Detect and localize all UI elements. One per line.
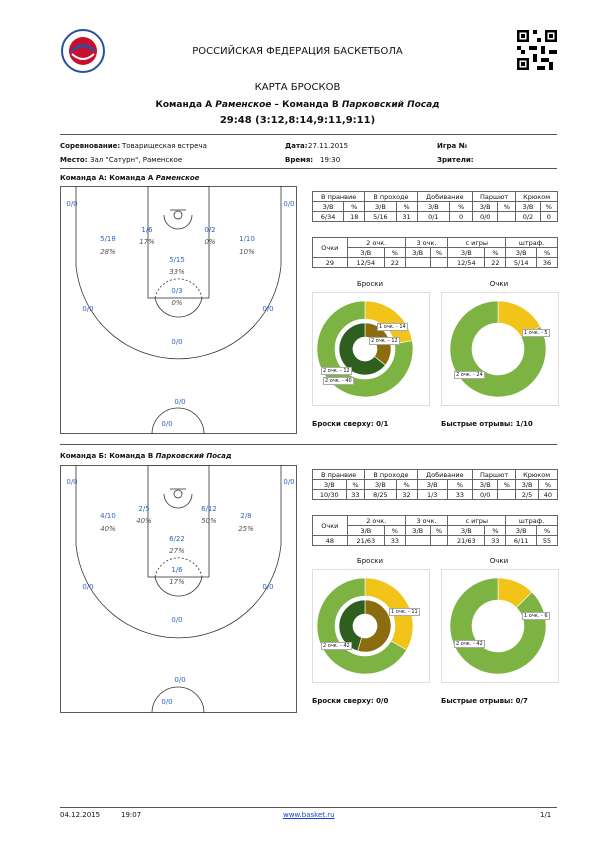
zone-paint-right: 6/12 (201, 505, 217, 513)
cell: 5/16 (365, 212, 396, 222)
team-b-prefix: Команда В (282, 100, 339, 110)
col-header: 2 очк. (347, 238, 405, 248)
chart-label: 1 очк. - 14 (379, 324, 406, 330)
page-title: КАРТА БРОСКОВ (254, 82, 341, 93)
cell: 36 (537, 258, 558, 268)
team-b-heading (60, 452, 232, 460)
team-a-name: Раменское (215, 100, 272, 110)
zone-three-left: 0/0 (82, 305, 94, 313)
chart-label: 2 очк. - 12 (371, 338, 398, 344)
throws-chart-b (312, 569, 430, 683)
points-table-b (312, 515, 558, 546)
footer-page: 1/1 (540, 811, 552, 819)
zone-top: 0/0 (171, 616, 183, 624)
game-label: Игра № (437, 142, 468, 150)
sub-header: % (447, 480, 472, 490)
sub-header: З/В (473, 480, 498, 490)
shot-types-table-b (312, 469, 558, 500)
team-a-heading (60, 174, 199, 182)
cell: 10/30 (313, 490, 347, 500)
zone-ft: 0/3 (171, 287, 183, 295)
cell (430, 258, 448, 268)
points-chart-title-a: Очки (489, 280, 509, 288)
date-value: 27.11.2015 (308, 142, 349, 150)
sub-header: % (485, 526, 506, 536)
zone-wing-right: 1/10 (239, 235, 255, 243)
col-header: В пранвие (313, 470, 365, 480)
throws-chart-a (312, 292, 430, 406)
fast-breaks-a (441, 420, 533, 428)
col-header: 3 очк. (405, 516, 447, 526)
col-header: Добивание (417, 192, 472, 202)
dunks-b (312, 697, 388, 705)
dunks-value: 0/0 (376, 697, 389, 705)
cell: 6/11 (506, 536, 537, 546)
zone-three-right: 0/0 (262, 583, 274, 591)
sub-header: % (538, 480, 557, 490)
teams-line (0, 100, 595, 110)
zone-half: 0/0 (161, 698, 173, 706)
fast-breaks-value: 0/7 (515, 697, 528, 705)
dunks-label: Броски сверху: (312, 420, 374, 428)
sub-header: З/В (365, 202, 396, 212)
zone-wing-right-pct: 25% (238, 525, 254, 533)
footer-site-link[interactable]: www.basket.ru (283, 811, 335, 819)
sub-header: З/В (516, 202, 540, 212)
sub-header: З/В (365, 480, 396, 490)
fast-breaks-b (441, 697, 528, 705)
sub-header: % (344, 202, 365, 212)
zone-corner-left: 0/0 (66, 200, 78, 208)
zone-wing-left: 5/18 (100, 235, 116, 243)
zone-three-left: 0/0 (82, 583, 94, 591)
teams-dash: – (274, 100, 280, 110)
fast-breaks-label: Быстрые отрывы: (441, 420, 514, 428)
sub-header: З/В (313, 202, 344, 212)
divider (60, 168, 557, 169)
time-value: 19:30 (320, 156, 341, 164)
zone-wing-right-pct: 10% (239, 248, 255, 256)
zone-mid: 5/15 (169, 256, 185, 264)
cell: 33 (447, 490, 472, 500)
cell: 18 (344, 212, 365, 222)
score-line: 29:48 (3:12,8:14,9:11,9:11) (219, 115, 376, 126)
zone-ft-pct: 17% (169, 578, 185, 586)
sub-header: % (384, 526, 405, 536)
venue-label: Место: (60, 156, 88, 164)
zone-half: 0/0 (161, 420, 173, 428)
zone-corner-right: 0/0 (283, 478, 295, 486)
footer-divider (60, 807, 557, 808)
chart-label: 2 очк. - 12 (323, 368, 350, 374)
team-b-name: Парковский Посад (341, 100, 440, 110)
col-header: Паршют (473, 192, 516, 202)
sub-header: З/В (313, 480, 347, 490)
zone-mid-pct: 27% (169, 547, 185, 555)
team-heading-team-prefix: Команда А (109, 174, 154, 182)
sub-header: % (498, 480, 516, 490)
throws-chart-title-a: Броски (356, 280, 384, 288)
sub-header: З/В (448, 248, 485, 258)
sub-header: % (537, 526, 558, 536)
cell: 0/0 (473, 212, 498, 222)
cell: 0 (450, 212, 473, 222)
chart-label: 1 очк. - 11 (391, 609, 418, 615)
sub-header: % (485, 248, 506, 258)
zone-far: 0/0 (174, 676, 186, 684)
chart-label: 1 очк. - 5 (524, 330, 548, 336)
team-heading-prefix: Команда А: (60, 174, 107, 182)
cell: 0/2 (516, 212, 540, 222)
cell: 31 (396, 212, 417, 222)
col-header: штраф. (506, 238, 558, 248)
cell: 55 (537, 536, 558, 546)
sub-header: З/В (448, 526, 485, 536)
zone-wing-left: 4/10 (100, 512, 116, 520)
cell (405, 536, 430, 546)
zone-ft: 1/6 (171, 566, 183, 574)
chart-label: 2 очк. - 24 (456, 372, 483, 378)
zone-far: 0/0 (174, 398, 186, 406)
team-heading-team: Раменское (155, 174, 200, 182)
sub-header: % (430, 526, 448, 536)
col-header: В проходе (365, 192, 417, 202)
col-header: с игры (448, 516, 506, 526)
zone-mid: 6/22 (169, 535, 185, 543)
sub-header: З/В (473, 202, 498, 212)
col-header: 3 очк. (405, 238, 447, 248)
throws-donut-a-svg (313, 293, 429, 405)
points-chart-a (441, 292, 559, 406)
chart-label: 1 очк. - 6 (524, 613, 548, 619)
zone-mid-pct: 33% (169, 268, 185, 276)
cell: 21/63 (448, 536, 485, 546)
team-a-prefix: Команда А (155, 100, 213, 110)
zone-paint-left: 1/6 (141, 226, 153, 234)
spectators-label: Зрители: (437, 156, 474, 164)
cell: 0 (540, 212, 557, 222)
sub-header: З/В (417, 480, 447, 490)
throws-donut-b-svg (313, 570, 429, 682)
sub-header: З/В (506, 248, 537, 258)
sub-header: % (384, 248, 405, 258)
points-donut-b-svg (442, 570, 558, 682)
cell: 33 (346, 490, 365, 500)
cell: 48 (313, 536, 348, 546)
zone-paint-right-pct: 50% (201, 517, 217, 525)
cell: 33 (384, 536, 405, 546)
competition-value: Товарищеская встреча (122, 142, 207, 150)
zone-corner-right: 0/0 (283, 200, 295, 208)
sub-header: З/В (347, 248, 384, 258)
chart-label: 2 очк. - 40 (325, 378, 352, 384)
shot-types-table-a (312, 191, 558, 222)
cell (430, 536, 448, 546)
cell: 1/3 (417, 490, 447, 500)
cell: 40 (538, 490, 557, 500)
col-header: Добивание (417, 470, 472, 480)
zone-ft-pct: 0% (171, 299, 183, 307)
venue-value: Зал "Сатурн", Раменское (90, 156, 183, 164)
col-header: Крюком (516, 192, 558, 202)
throws-chart-title-b: Броски (356, 557, 384, 565)
zone-paint-left-pct: 17% (139, 238, 155, 246)
dunks-a (312, 420, 388, 428)
fast-breaks-value: 1/10 (515, 420, 533, 428)
cell: 21/63 (347, 536, 384, 546)
cell: 29 (313, 258, 348, 268)
cell: 5/14 (506, 258, 537, 268)
fast-breaks-label: Быстрые отрывы: (441, 697, 514, 705)
sub-header: % (537, 248, 558, 258)
sub-header: % (346, 480, 365, 490)
divider (60, 134, 557, 135)
sub-header: З/В (405, 526, 430, 536)
sub-header: % (430, 248, 448, 258)
cell: 33 (485, 536, 506, 546)
sub-header: З/В (516, 480, 539, 490)
col-header: Паршют (473, 470, 516, 480)
footer-time: 19:07 (121, 811, 142, 819)
cell: 22 (485, 258, 506, 268)
sub-header: З/В (417, 202, 449, 212)
zone-wing-left-pct: 40% (100, 525, 116, 533)
points-table-a (312, 237, 558, 268)
sub-header: З/В (405, 248, 430, 258)
zone-paint-right-pct: 0% (204, 238, 216, 246)
col-header: Очки (313, 238, 348, 258)
zone-paint-left-pct: 40% (136, 517, 152, 525)
chart-label: 2 очк. - 42 (456, 641, 483, 647)
cell: 12/54 (347, 258, 384, 268)
sub-header: % (396, 480, 417, 490)
zone-corner-left: 0/0 (66, 478, 78, 486)
competition-label: Соревнование: (60, 142, 121, 150)
dunks-value: 0/1 (376, 420, 389, 428)
sub-header: % (498, 202, 516, 212)
team-heading-team-prefix: Команда В (109, 452, 154, 460)
sub-header: З/В (506, 526, 537, 536)
cell: 32 (396, 490, 417, 500)
cell: 8/25 (365, 490, 396, 500)
zone-top: 0/0 (171, 338, 183, 346)
points-chart-b (441, 569, 559, 683)
col-header: 2 очк. (347, 516, 405, 526)
col-header: Очки (313, 516, 348, 536)
col-header: В пранвие (313, 192, 365, 202)
cell (498, 490, 516, 500)
zone-wing-right: 2/8 (240, 512, 252, 520)
points-donut-a-svg (442, 293, 558, 405)
col-header: В проходе (365, 470, 417, 480)
col-header: штраф. (506, 516, 558, 526)
cell: 22 (384, 258, 405, 268)
date-label: Дата: (285, 142, 308, 150)
zone-three-right: 0/0 (262, 305, 274, 313)
zone-wing-left-pct: 28% (100, 248, 116, 256)
cell: 0/1 (417, 212, 449, 222)
sub-header: % (450, 202, 473, 212)
col-header: Крюком (516, 470, 558, 480)
federation-title: РОССИЙСКАЯ ФЕДЕРАЦИЯ БАСКЕТБОЛА (192, 46, 403, 57)
cell: 12/54 (448, 258, 485, 268)
cell: 0/0 (473, 490, 498, 500)
zone-paint-left: 2/5 (138, 505, 150, 513)
col-header: с игры (448, 238, 506, 248)
cell (405, 258, 430, 268)
cell (498, 212, 516, 222)
team-heading-team: Парковский Посад (155, 452, 232, 460)
cell: 6/34 (313, 212, 344, 222)
points-chart-title-b: Очки (489, 557, 509, 565)
sub-header: З/В (347, 526, 384, 536)
chart-label: 2 очк. - 42 (323, 643, 350, 649)
team-heading-prefix: Команда Б: (60, 452, 107, 460)
time-label: Время: (285, 156, 314, 164)
zone-paint-right: 0/2 (204, 226, 216, 234)
cell: 2/5 (516, 490, 539, 500)
dunks-label: Броски сверху: (312, 697, 374, 705)
divider (60, 444, 557, 445)
sub-header: % (540, 202, 557, 212)
sub-header: % (396, 202, 417, 212)
footer-date: 04.12.2015 (60, 811, 101, 819)
points-ring-slice-1 (450, 578, 546, 674)
